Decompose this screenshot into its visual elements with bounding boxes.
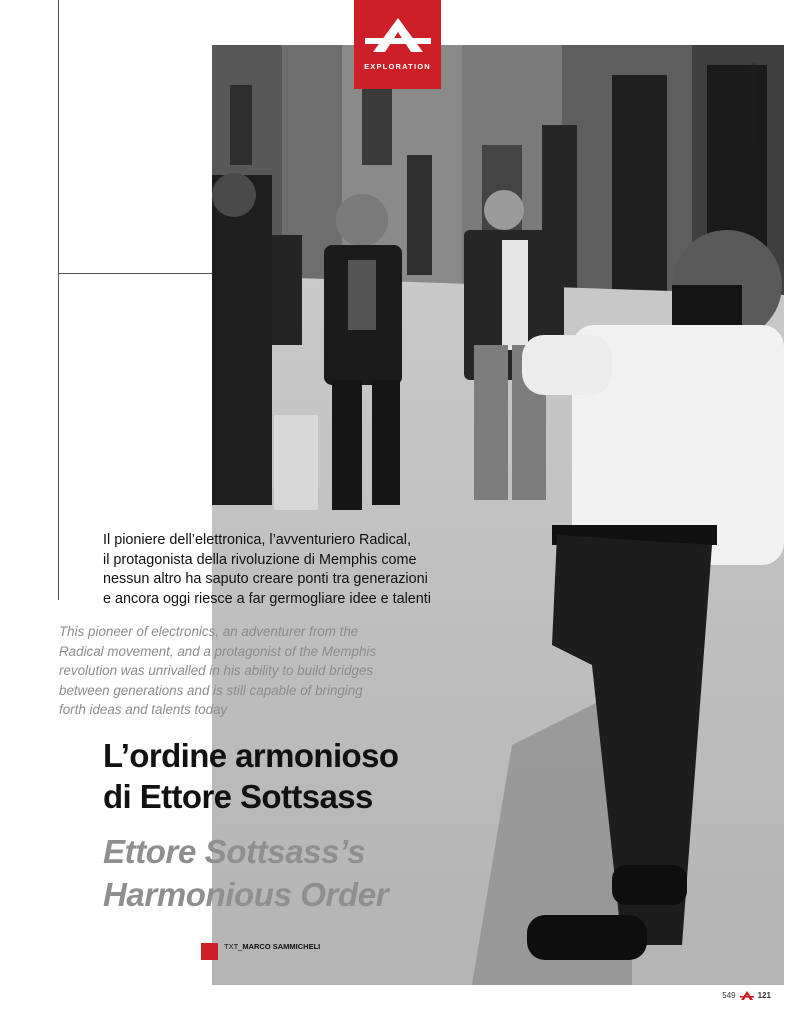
byline-marker: [201, 943, 218, 960]
section-label: EXPLORATION: [364, 62, 431, 71]
title-italian-line: di Ettore Sottsass: [103, 778, 373, 815]
title-english-line: Ettore Sottsass’s: [103, 833, 366, 870]
intro-italian-line: Il pioniere dell’elettronica, l’avventuriero Radical,: [103, 532, 411, 548]
byline-author: MARCO SAMMICHELI: [242, 942, 321, 951]
title-italian-line: L’ordine armonioso: [103, 737, 399, 774]
intro-english-line: forth ideas and talents today: [59, 702, 228, 718]
intro-italian-line: e ancora oggi riesce a far germogliare idee e talenti: [103, 590, 431, 607]
intro-english-line: Radical movement, and a protagonist of the Memphis: [59, 643, 377, 659]
byline: [224, 942, 320, 951]
intro-english: [59, 622, 459, 720]
article-title-english: [103, 830, 523, 916]
intro-english-line: revolution was unrivalled in his ability to build bridges: [59, 663, 374, 679]
article-title-italian: [103, 735, 523, 817]
intro-italian-line: il protagonista della rivoluzione di Memphis come: [103, 551, 417, 568]
magazine-logo-small-icon: [740, 991, 754, 1000]
intro-italian-line: nessun altro ha saputo creare ponti tra generazioni: [103, 571, 428, 587]
vertical-rule: [58, 0, 59, 600]
title-english-line: Harmonious Order: [103, 876, 389, 913]
intro-english-line: This pioneer of electronics, an adventurer from the: [59, 624, 359, 639]
horizontal-rule: [58, 273, 212, 274]
intro-italian: [103, 531, 473, 609]
intro-english-line: between generations and is still capable of bringing: [59, 682, 363, 698]
magazine-logo-icon: [363, 16, 433, 56]
byline-prefix: TXT_: [224, 942, 243, 951]
issue-number: 549: [722, 991, 736, 1000]
page-number: 121: [757, 991, 771, 1000]
section-badge: [354, 0, 441, 89]
page-folio: [722, 991, 771, 1000]
photo-credit: COURTESY STUDIO IRVINE: [751, 62, 757, 148]
